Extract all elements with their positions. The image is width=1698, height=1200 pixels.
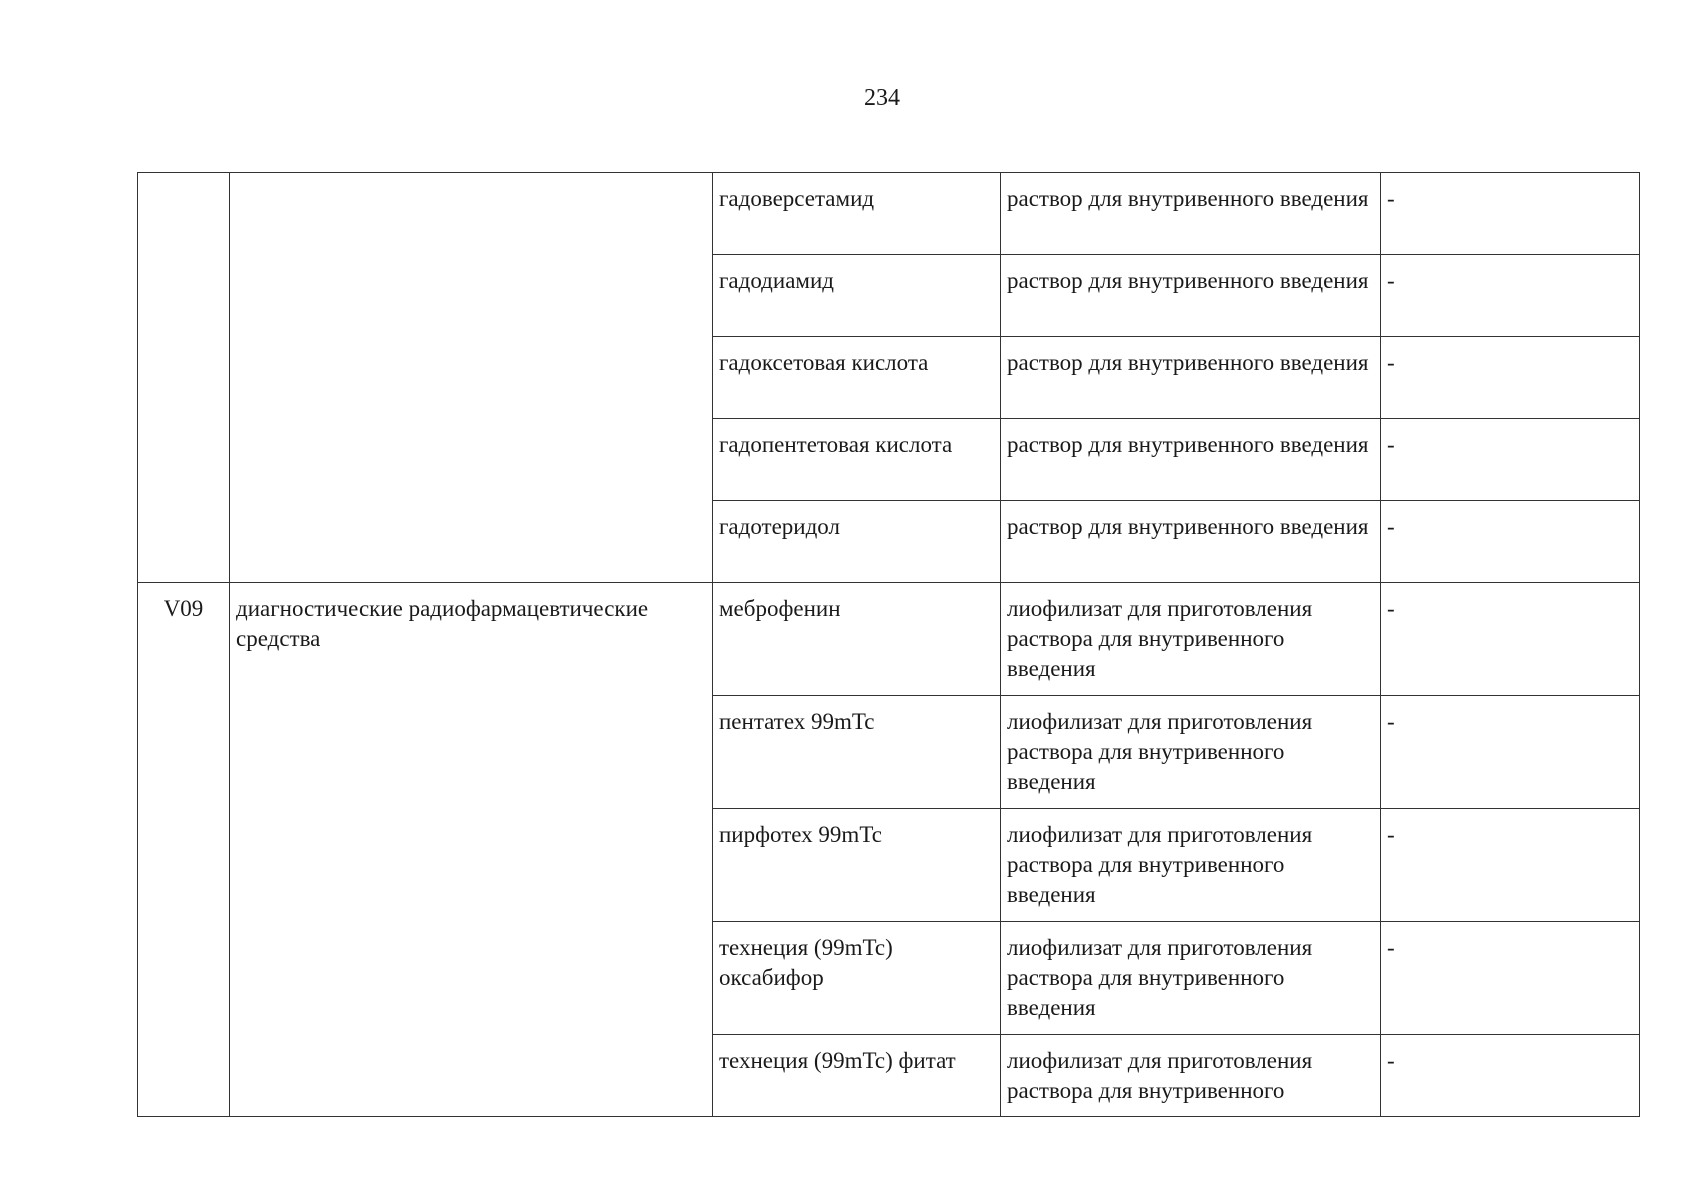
note-cell: - — [1381, 809, 1640, 922]
dosage-form-cell: лиофилизат для приготовления раствора для внутривенного введения — [1001, 809, 1381, 922]
substance-cell: гадоверсетамид — [713, 173, 1001, 255]
dosage-form-cell: раствор для внутривенного введения — [1001, 501, 1381, 583]
dosage-form-cell: лиофилизат для приготовления раствора для внутривенного — [1001, 1035, 1381, 1117]
drug-table — [137, 172, 1640, 1117]
substance-cell: пирфотех 99mTc — [713, 809, 1001, 922]
table-row — [138, 583, 1640, 696]
note-cell: - — [1381, 419, 1640, 501]
note-cell: - — [1381, 922, 1640, 1035]
substance-cell: меброфенин — [713, 583, 1001, 696]
dosage-form-cell: раствор для внутривенного введения — [1001, 173, 1381, 255]
dosage-form-cell: раствор для внутривенного введения — [1001, 255, 1381, 337]
note-cell: - — [1381, 337, 1640, 419]
note-cell: - — [1381, 1035, 1640, 1117]
substance-cell: гадопентетовая кислота — [713, 419, 1001, 501]
substance-cell: гадодиамид — [713, 255, 1001, 337]
note-cell: - — [1381, 583, 1640, 696]
dosage-form-cell: раствор для внутривенного введения — [1001, 419, 1381, 501]
substance-cell: технеция (99mTc) фитат — [713, 1035, 1001, 1117]
note-cell: - — [1381, 501, 1640, 583]
substance-cell: пентатех 99mTc — [713, 696, 1001, 809]
note-cell: - — [1381, 255, 1640, 337]
group-name-cell — [230, 173, 713, 583]
substance-cell: гадоксетовая кислота — [713, 337, 1001, 419]
atc-code-cell: V09 — [138, 583, 230, 1117]
note-cell: - — [1381, 696, 1640, 809]
dosage-form-cell: лиофилизат для приготовления раствора для внутривенного введения — [1001, 583, 1381, 696]
atc-code-cell — [138, 173, 230, 583]
substance-cell: гадотеридол — [713, 501, 1001, 583]
dosage-form-cell: лиофилизат для приготовления раствора для внутривенного введения — [1001, 922, 1381, 1035]
table-row — [138, 173, 1640, 255]
note-cell: - — [1381, 173, 1640, 255]
dosage-form-cell: лиофилизат для приготовления раствора для внутривенного введения — [1001, 696, 1381, 809]
dosage-form-cell: раствор для внутривенного введения — [1001, 337, 1381, 419]
substance-cell: технеция (99mTc) оксабифор — [713, 922, 1001, 1035]
group-name-cell: диагностические радиофармацевтические средства — [230, 583, 713, 1117]
page-number: 234 — [864, 85, 900, 111]
